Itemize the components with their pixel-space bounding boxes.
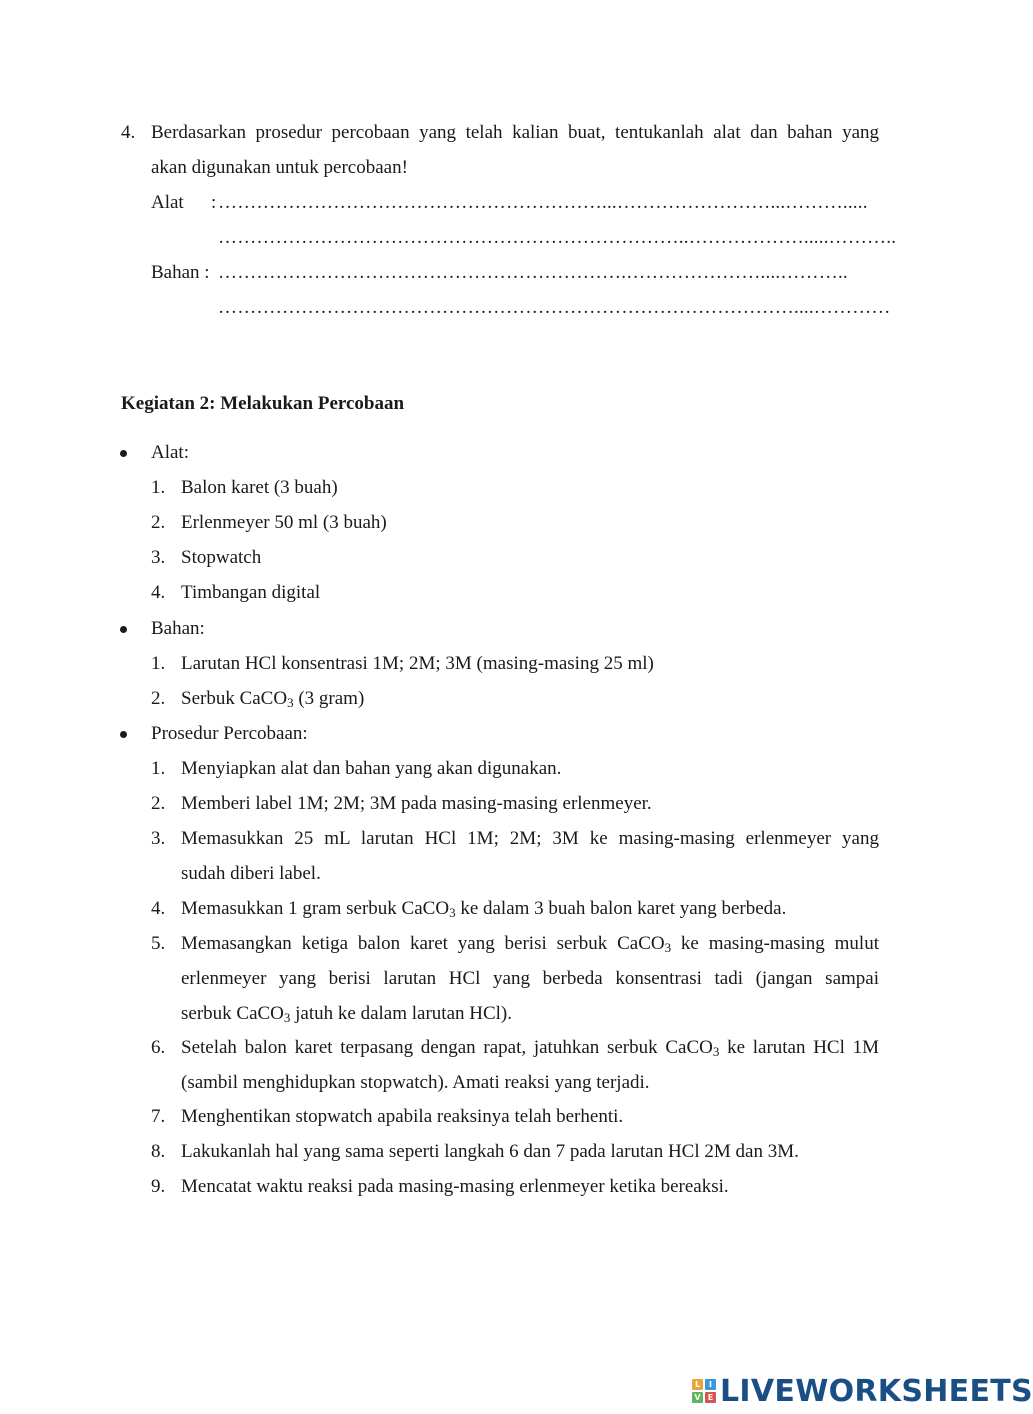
alat-item-number: 3. xyxy=(151,547,166,568)
step-number: 8. xyxy=(151,1141,166,1162)
logo-tile-icon: E xyxy=(705,1392,716,1403)
step-number: 3. xyxy=(151,828,166,849)
procedure-step-cont: erlenmeyer yang berisi larutan HCl yang berbeda konsentrasi tadi (jangan sampai xyxy=(181,968,879,989)
alat-label: Alat: xyxy=(151,442,189,463)
step-number: 5. xyxy=(151,933,166,954)
alat-answer-blank-1[interactable]: ……………………………………………………...……………………...………..... xyxy=(218,192,868,213)
section-heading: Kegiatan 2: Melakukan Percobaan xyxy=(121,393,405,414)
logo-tile-icon: V xyxy=(692,1392,703,1403)
bullet-icon xyxy=(120,626,127,633)
procedure-step: Setelah balon karet terpasang dengan rapat, jatuhkan serbuk CaCO$_3$ ke larutan HCl 1M xyxy=(181,1037,879,1059)
alat-answer-colon: : xyxy=(211,192,217,213)
procedure-step: Memasangkan ketiga balon karet yang berisi serbuk CaCO$_3$ ke masing-masing mulut xyxy=(181,933,879,955)
bahan-label: Bahan: xyxy=(151,618,205,639)
alat-item: Timbangan digital xyxy=(181,582,321,603)
question-text-line1: Berdasarkan prosedur percobaan yang telah kalian buat, tentukanlah alat dan bahan yang xyxy=(151,122,879,143)
procedure-step: Memberi label 1M; 2M; 3M pada masing-masing erlenmeyer. xyxy=(181,793,652,814)
bahan-answer-label: Bahan : xyxy=(151,262,210,283)
procedure-step-cont: (sambil menghidupkan stopwatch). Amati reaksi yang terjadi. xyxy=(181,1072,650,1093)
logo-tile-icon: I xyxy=(705,1379,716,1390)
step-number: 9. xyxy=(151,1176,166,1197)
step-number: 2. xyxy=(151,793,166,814)
bahan-item-number: 2. xyxy=(151,688,166,709)
procedure-step-cont: sudah diberi label. xyxy=(181,863,321,884)
bullet-icon xyxy=(120,731,127,738)
logo-mark-icon xyxy=(692,1379,716,1403)
alat-answer-label: Alat xyxy=(151,192,184,213)
bahan-item: Serbuk CaCO$_3$ (3 gram) xyxy=(181,688,365,710)
procedure-step-cont: serbuk CaCO$_3$ jatuh ke dalam larutan HCl). xyxy=(181,1003,513,1025)
procedure-step: Menyiapkan alat dan bahan yang akan digunakan. xyxy=(181,758,562,779)
alat-item-number: 4. xyxy=(151,582,166,603)
bahan-item-number: 1. xyxy=(151,653,166,674)
prosedur-label: Prosedur Percobaan: xyxy=(151,723,308,744)
question-number: 4. xyxy=(121,122,136,143)
bahan-item: Larutan HCl konsentrasi 1M; 2M; 3M (masing-masing 25 ml) xyxy=(181,653,654,674)
alat-item-number: 2. xyxy=(151,512,166,533)
question-text-line2: akan digunakan untuk percobaan! xyxy=(151,157,408,178)
bahan-answer-blank-2[interactable]: ………………………………………………………………………………....………… xyxy=(218,297,891,318)
alat-item: Stopwatch xyxy=(181,547,262,568)
alat-item: Erlenmeyer 50 ml (3 buah) xyxy=(181,512,387,533)
procedure-step: Mencatat waktu reaksi pada masing-masing erlenmeyer ketika bereaksi. xyxy=(181,1176,729,1197)
procedure-step: Memasukkan 1 gram serbuk CaCO$_3$ ke dalam 3 buah balon karet yang berbeda. xyxy=(181,898,787,920)
step-number: 4. xyxy=(151,898,166,919)
liveworksheets-logo xyxy=(692,1374,1033,1408)
procedure-step: Menghentikan stopwatch apabila reaksinya telah berhenti. xyxy=(181,1106,624,1127)
alat-item: Balon karet (3 buah) xyxy=(181,477,338,498)
logo-text: LIVEWORKSHEETS xyxy=(720,1373,1033,1409)
bahan-answer-blank-1[interactable]: ……………………………………………………….…………………....……….. xyxy=(218,262,848,283)
procedure-step: Lakukanlah hal yang sama seperti langkah 6 dan 7 pada larutan HCl 2M dan 3M. xyxy=(181,1141,799,1162)
step-number: 7. xyxy=(151,1106,166,1127)
procedure-step: Memasukkan 25 mL larutan HCl 1M; 2M; 3M ke masing-masing erlenmeyer yang xyxy=(181,828,879,849)
step-number: 6. xyxy=(151,1037,166,1058)
logo-tile-icon: L xyxy=(692,1379,703,1390)
step-number: 1. xyxy=(151,758,166,779)
bullet-icon xyxy=(120,450,127,457)
alat-item-number: 1. xyxy=(151,477,166,498)
alat-answer-blank-2[interactable]: ………………………………………………………………..……………….....……….. xyxy=(218,227,897,248)
